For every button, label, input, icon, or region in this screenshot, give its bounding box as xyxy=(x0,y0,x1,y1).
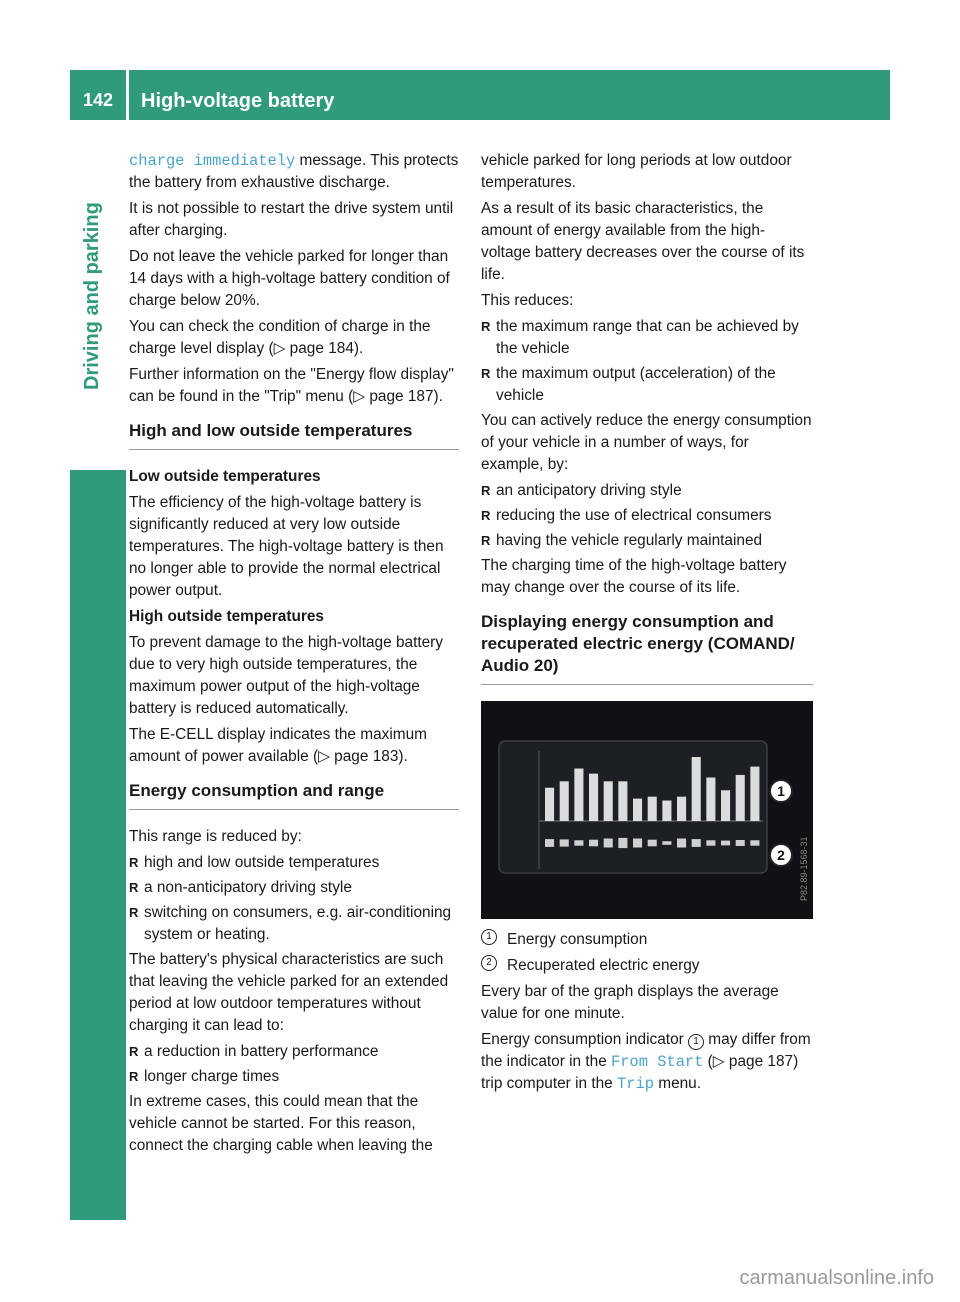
recuperation-bar xyxy=(692,839,701,847)
energy-graph-figure xyxy=(481,701,813,919)
consumption-bar xyxy=(560,781,569,821)
consumption-bar xyxy=(706,777,715,821)
recuperation-bar xyxy=(618,838,627,848)
sub-heading: High outside temperatures xyxy=(129,608,324,625)
paragraph: This reduces: xyxy=(481,292,574,309)
legend-text: Energy consumption xyxy=(507,931,648,948)
consumption-bar xyxy=(648,797,657,821)
figure-code: P82.89-1568-31 xyxy=(799,836,809,901)
callout-number: 1 xyxy=(777,783,785,799)
callout-number: 2 xyxy=(777,847,785,863)
consumption-bar xyxy=(736,775,745,821)
paragraph: Every bar of the graph displays the average value for one minute. xyxy=(481,983,779,1022)
consumption-bar xyxy=(662,801,671,821)
recuperation-bar xyxy=(633,839,642,848)
recuperation-bar xyxy=(560,839,569,846)
consumption-bar xyxy=(545,788,554,821)
page-header xyxy=(70,70,890,120)
consumption-bar xyxy=(589,774,598,821)
legend-item xyxy=(481,955,813,977)
bullet-list xyxy=(129,1041,459,1088)
left-column xyxy=(129,150,459,1161)
list-item: R a non-anticipatory driving style xyxy=(129,877,459,899)
recuperation-bar xyxy=(662,841,671,845)
recuperation-bar xyxy=(545,839,554,847)
consumption-bar xyxy=(604,781,613,821)
recuperation-bar xyxy=(721,841,730,846)
list-item: R high and low outside temperatures xyxy=(129,852,459,874)
paragraph: You can actively reduce the energy consumption of your vehicle in a number of ways, for example, by: xyxy=(481,412,812,473)
recuperation-bar xyxy=(677,839,686,848)
recuperation-bar xyxy=(589,840,598,847)
callout-number-icon: 2 xyxy=(481,955,497,971)
recuperation-bar xyxy=(706,840,715,845)
menu-item-name: From Start xyxy=(611,1053,704,1071)
list-item: R having the vehicle regularly maintained xyxy=(481,530,813,552)
recuperation-bar xyxy=(750,840,759,845)
paragraph: Further information on the "Energy flow display" can be found in the "Trip" menu (▷ page 187). xyxy=(129,366,454,405)
list-item: R the maximum range that can be achieved by the vehicle xyxy=(481,316,813,360)
paragraph: vehicle parked for long periods at low outdoor temperatures. xyxy=(481,152,792,191)
paragraph: The charging time of the high-voltage battery may change over the course of its life. xyxy=(481,557,787,596)
energy-graph-svg xyxy=(481,701,813,919)
display-message: charge immediately xyxy=(129,152,296,170)
sidebar-color-block xyxy=(70,470,126,1220)
intro-paragraph: charge immediately message. This protects the battery from exhaustive discharge. xyxy=(129,152,459,191)
section-heading: High and low outside temperatures xyxy=(129,420,459,450)
consumption-bar xyxy=(574,769,583,821)
list-item: R longer charge times xyxy=(129,1066,459,1088)
callout-number-icon: 1 xyxy=(688,1034,704,1050)
consumption-bar xyxy=(618,781,627,821)
paragraph: In extreme cases, this could mean that the vehicle cannot be started. For this reason, connect the charging cable when leaving the xyxy=(129,1093,433,1154)
paragraph: This range is reduced by: xyxy=(129,828,302,845)
page-number-box xyxy=(70,70,126,120)
paragraph: The E-CELL display indicates the maximum amount of power available (▷ page 183). xyxy=(129,726,427,765)
sidebar-section-label: Driving and parking xyxy=(81,202,103,390)
paragraph: Do not leave the vehicle parked for longer than 14 days with a high-voltage battery condition of charge below 20%. xyxy=(129,248,450,309)
recuperation-bar xyxy=(604,839,613,848)
paragraph: As a result of its basic characteristics, the amount of energy available from the high-voltage battery decreases over the course of its life. xyxy=(481,200,805,283)
legend-text: Recuperated electric energy xyxy=(507,957,700,974)
consumption-bar xyxy=(692,757,701,821)
callout-number-icon: 1 xyxy=(481,929,497,945)
recuperation-bar xyxy=(574,840,583,845)
recuperation-bar xyxy=(648,840,657,847)
legend-item xyxy=(481,929,813,951)
watermark: carmanualsonline.info xyxy=(739,1267,934,1289)
sub-heading: Low outside temperatures xyxy=(129,468,321,485)
list-item: R the maximum output (acceleration) of the vehicle xyxy=(481,363,813,407)
bullet-list xyxy=(481,316,813,407)
paragraph: It is not possible to restart the drive system until after charging. xyxy=(129,200,454,239)
paragraph: You can check the condition of charge in the charge level display (▷ page 184). xyxy=(129,318,431,357)
menu-name: Trip xyxy=(617,1075,654,1093)
page-number: 142 xyxy=(82,90,114,110)
paragraph: Energy consumption indicator 1 may differ from the indicator in the From Start (▷ page 187) trip computer in the Trip menu. xyxy=(481,1031,811,1093)
list-item: R reducing the use of electrical consumers xyxy=(481,505,813,527)
right-column xyxy=(481,150,813,1099)
section-heading: Energy consumption and range xyxy=(129,780,459,810)
list-item: R a reduction in battery performance xyxy=(129,1041,459,1063)
consumption-bar xyxy=(633,799,642,821)
chapter-title: High-voltage battery xyxy=(141,90,335,112)
consumption-bar xyxy=(721,790,730,821)
paragraph: The efficiency of the high-voltage battery is significantly reduced at very low outside temperatures. The high-voltage battery is then no longer able to provide the normal electrical power output. xyxy=(129,494,444,599)
bullet-list xyxy=(481,480,813,552)
paragraph: The battery's physical characteristics are such that leaving the vehicle parked for an extended period at low outdoor temperatures without charging it can lead to: xyxy=(129,951,449,1034)
bullet-list xyxy=(129,852,459,946)
section-heading: Displaying energy consumption and recuperated electric energy (COMAND/ Audio 20) xyxy=(481,611,813,685)
list-item: R an anticipatory driving style xyxy=(481,480,813,502)
list-item: R switching on consumers, e.g. air-conditioning system or heating. xyxy=(129,902,459,946)
recuperation-bar xyxy=(736,840,745,846)
consumption-bar xyxy=(677,797,686,821)
paragraph: To prevent damage to the high-voltage battery due to very high outside temperatures, the maximum power output of the high-voltage battery is reduced automatically. xyxy=(129,634,443,717)
consumption-bar xyxy=(750,767,759,821)
chapter-title-box xyxy=(129,70,890,120)
